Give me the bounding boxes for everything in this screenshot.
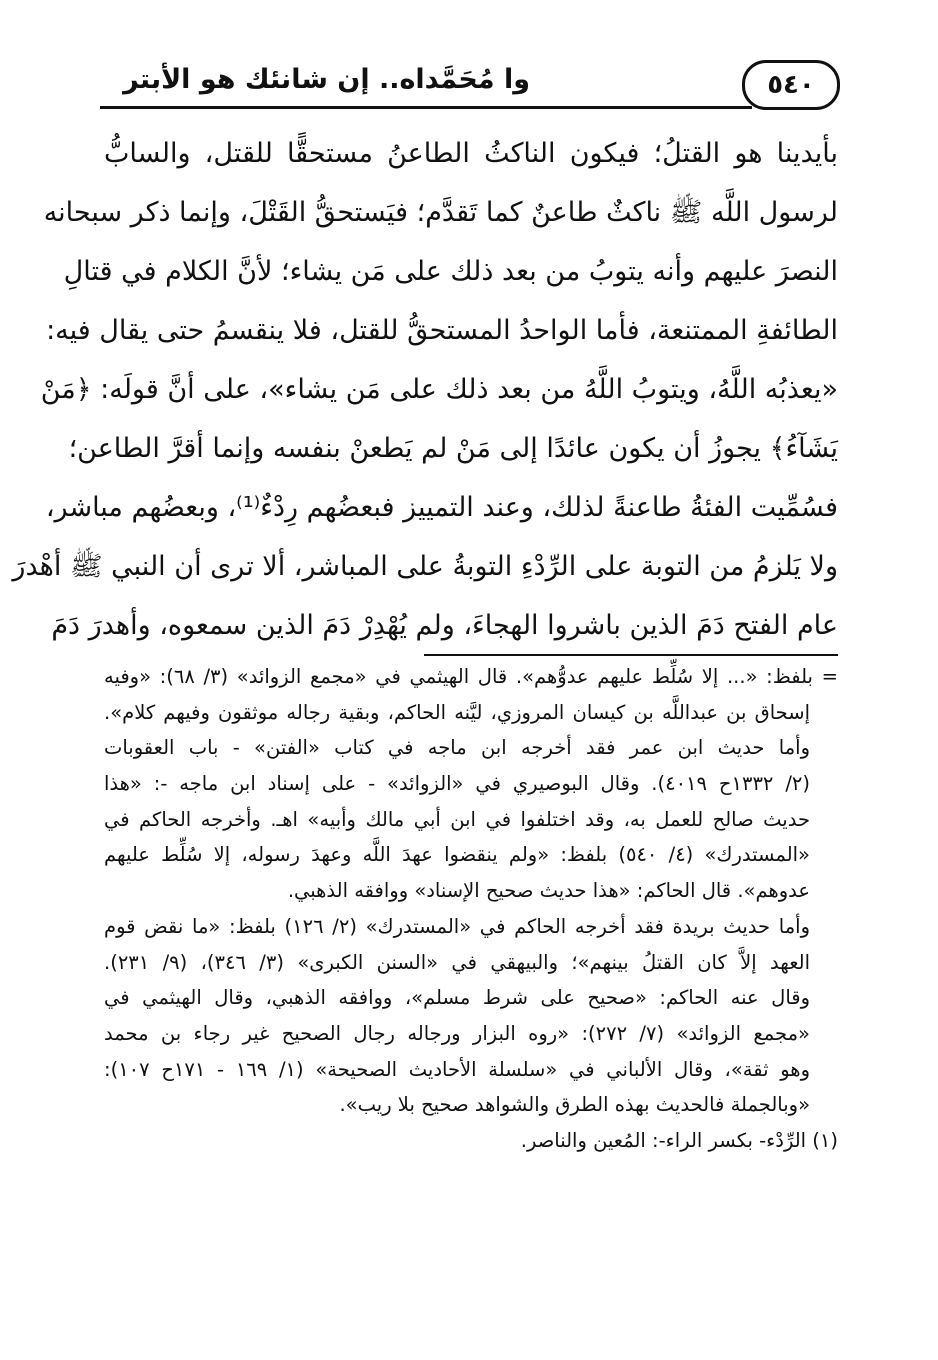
main-text-line: عام الفتح دَمَ الذين باشروا الهجاءَ، ولم يُهْدِرْ دَمَ الذين سمعوه، وأهدرَ دَمَ bbox=[51, 610, 838, 641]
footnote-line: وأما حديث بريدة فقد أخرجه الحاكم في «المستدرك» (٢/ ١٢٦) بلفظ: «ما نقض قوم bbox=[104, 914, 810, 938]
main-text-line: فسُمِّيت الفئةُ طاعنةً لذلك، وعند التمييز فبعضُهم رِدْءٌ⁽¹⁾، وبعضُهم مباشر، bbox=[45, 492, 838, 523]
main-text-line: الطائفةِ الممتنعة، فأما الواحدُ المستحقُّ للقتل، فلا ينقسمُ حتى يقال فيه: bbox=[46, 315, 838, 346]
footnote-line: (١) الرِّدْء- بكسر الراء-: المُعين والناصر. bbox=[520, 1128, 838, 1152]
footnote-line: «وبالجملة فالحديث بهذه الطرق والشواهد صحيح بلا ريب». bbox=[339, 1093, 810, 1117]
main-text bbox=[12, 126, 838, 657]
main-text-line: بأيدينا هو القتلُ؛ فيكون الناكثُ الطاعنُ مستحقًّا للقتل، والسابُّ bbox=[104, 138, 838, 169]
footnote-line: وقال عنه الحاكم: «صحيح على شرط مسلم»، ووافقه الذهبي، وقال الهيثمي في bbox=[104, 986, 810, 1010]
footnote-line: حديث صالح للعمل به، وقد اختلفوا في ابن أبي مالك وأبيه» اهـ. وأخرجه الحاكم في bbox=[104, 807, 810, 831]
main-text-line: ولا يَلزمُ من التوبة على الرِّدْءِ التوبةُ على المباشر، ألا ترى أن النبي ﷺ أهْدرَ bbox=[12, 551, 838, 582]
main-text-line: النصرَ عليهم وأنه يتوبُ من بعد ذلك على مَن يشاء؛ لأنَّ الكلام في قتالِ bbox=[63, 256, 838, 287]
footnotes bbox=[104, 660, 838, 1160]
footnote-line: = بلفظ: «... إلا سُلِّط عليهم عدوُّهم». قال الهيثمي في «مجمع الزوائد» (٣/ ٦٨): «وفيه bbox=[104, 665, 838, 688]
page-header bbox=[100, 52, 840, 114]
footnote-line: «مجمع الزوائد» (٧/ ٢٧٢): «روه البزار ورجاله رجال الصحيح غير رجاء بن محمد bbox=[104, 1021, 810, 1045]
footnote-line: عدوهم». قال الحاكم: «هذا حديث صحيح الإسناد» ووافقه الذهبي. bbox=[287, 879, 810, 903]
page-number-badge: ٥٤٠ bbox=[742, 60, 840, 110]
main-text-line: لرسول اللَّه ﷺ ناكثٌ طاعنٌ كما تَقدَّم؛ فيَستحقُّ القَتْلَ، وإنما ذكر سبحانه bbox=[43, 197, 838, 228]
footnote-line: إسحاق بن عبداللَّه بن كيسان المروزي، ليَّنه الحاكم، وبقية رجاله موثقون وفيهم كلام». bbox=[104, 700, 810, 724]
footnote-line: العهد إلاَّ كان القتلُ بينهم»؛ والبيهقي في «السنن الكبرى» (٣/ ٣٤٦)، (٩/ ٢٣١). bbox=[104, 950, 810, 974]
header-rule bbox=[100, 106, 752, 109]
footnote-line: (٢/ ١٣٣٢ح ٤٠١٩). وقال البوصيري في «الزوائد» - على إسناد ابن ماجه -: «هذا bbox=[104, 772, 810, 796]
footnote-line: وهو ثقة»، وقال الألباني في «سلسلة الأحاديث الصحيحة» (١/ ١٦٩ - ١٧١ح ١٠٧): bbox=[104, 1057, 811, 1081]
running-title: وا مُحَمَّداه.. إن شانئك هو الأبتر bbox=[123, 64, 530, 95]
footnote-line: وأما حديث ابن عمر فقد أخرجه ابن ماجه في كتاب «الفتن» - باب العقوبات bbox=[104, 736, 810, 760]
footnote-separator bbox=[424, 654, 838, 656]
main-text-line: «يعذبُه اللَّهُ، ويتوبُ اللَّهُ من بعد ذلك على مَن يشاء»، على أنَّ قولَه: ﴿مَنْ bbox=[40, 374, 838, 405]
main-text-line: يَشَآءُ﴾ يجوزُ أن يكون عائدًا إلى مَنْ لم يَطعنْ بنفسه وإنما أقرَّ الطاعن؛ bbox=[68, 433, 838, 464]
footnote-line: «المستدرك» (٤/ ٥٤٠) بلفظ: «ولم ينقضوا عهدَ اللَّه وعهدَ رسوله، إلا سُلِّط عليهم bbox=[104, 843, 810, 867]
